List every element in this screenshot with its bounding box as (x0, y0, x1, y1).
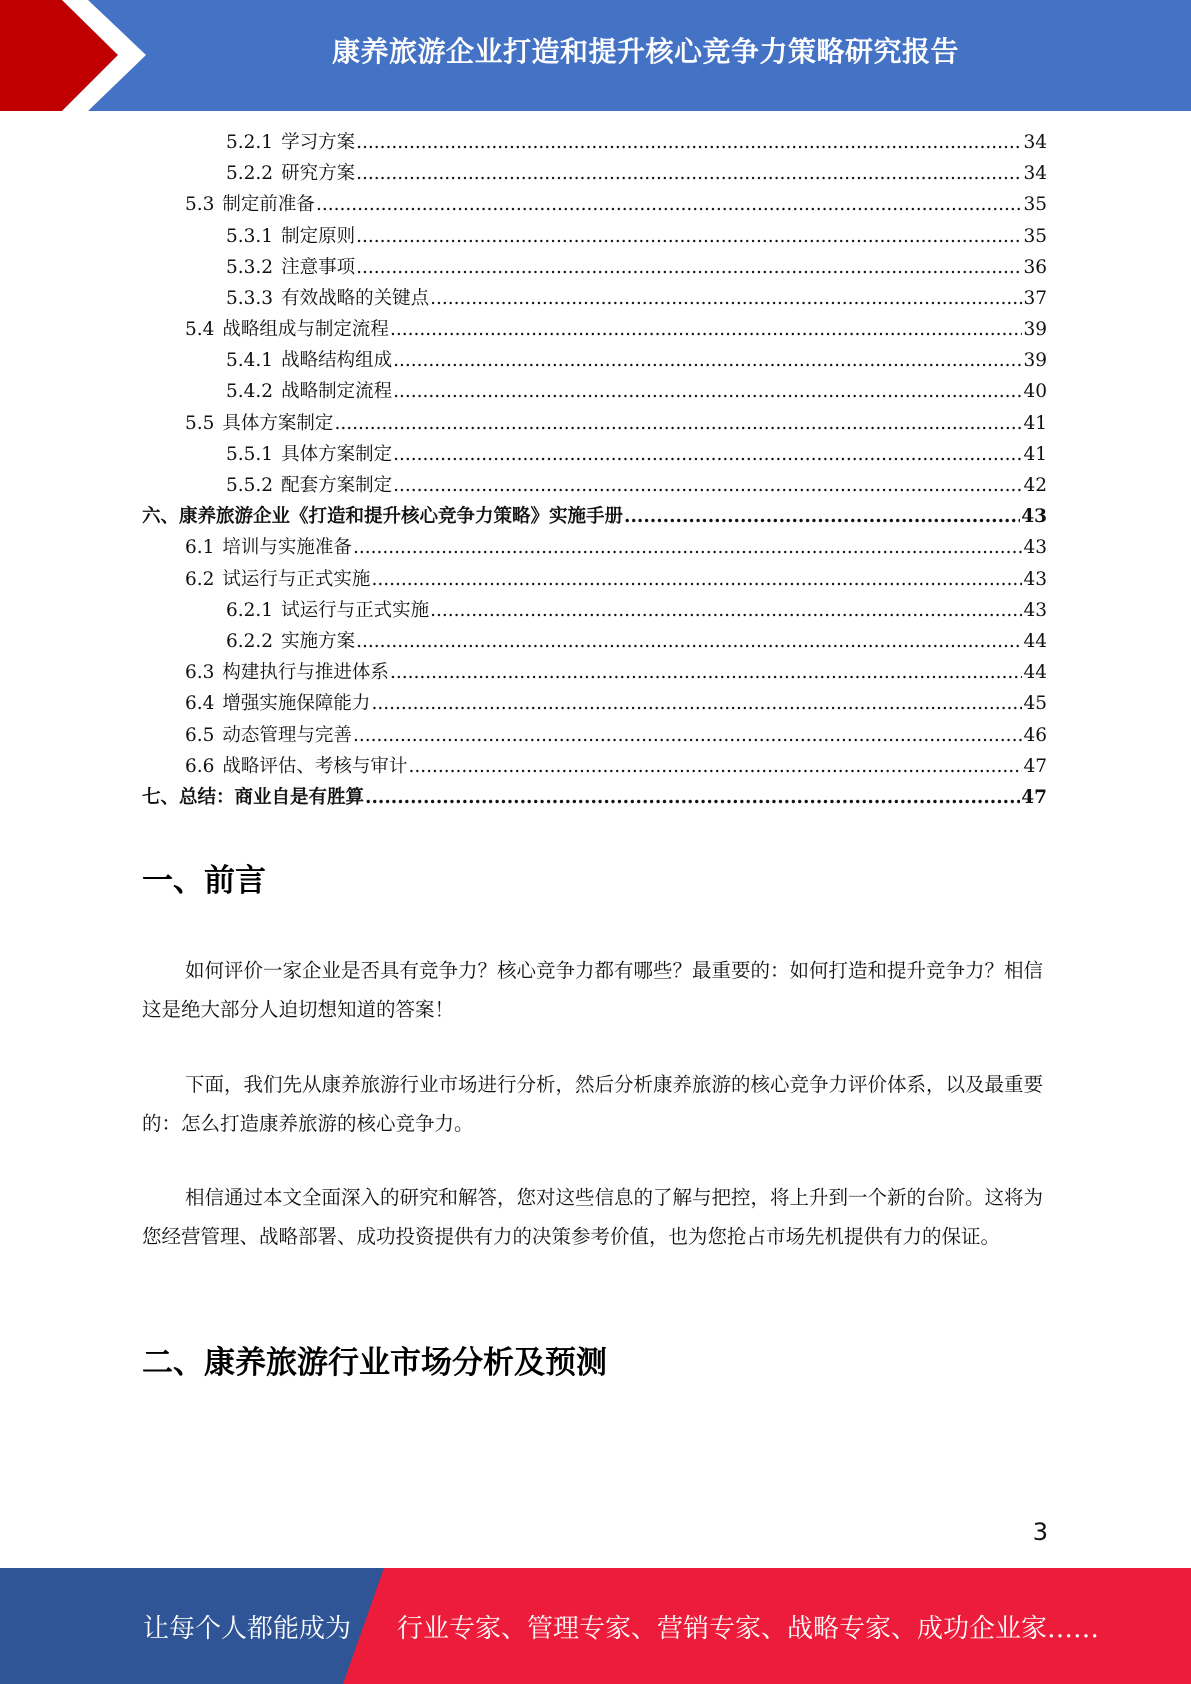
footer-slogan-left: 让每个人都能成为 (143, 1613, 352, 1644)
toc-dot-leader (371, 564, 1022, 595)
toc-entry-title: 战略制定流程 (281, 381, 393, 403)
toc-entry-title: 试运行与正式实施 (281, 599, 430, 621)
paragraph: 如何评价一家企业是否具有竞争力？核心竞争力都有哪些？最重要的：如何打造和提升竞争力？相信这是绝大部分人迫切想知道的答案！ (142, 959, 1044, 1021)
toc-entry[interactable] (142, 377, 1047, 408)
toc-entry-title: 增强实施保障能力 (222, 693, 371, 715)
toc-entry[interactable] (142, 501, 1047, 532)
toc-dot-leader (353, 720, 1023, 751)
toc-entry-page: 37 (1023, 287, 1047, 309)
toc-entry-number: 5.4.1 (226, 350, 274, 372)
toc-entry[interactable] (142, 657, 1047, 688)
toc-entry[interactable] (142, 408, 1047, 439)
toc-entry[interactable] (142, 626, 1047, 657)
paragraph: 相信通过本文全面深入的研究和解答，您对这些信息的了解与把控，将上升到一个新的台阶。这将为您经营管理、战略部署、成功投资提供有力的决策参考价值，也为您抢占市场先机提供有力的保证。 (142, 1186, 1044, 1248)
footer-slogan-right: 行业专家、管理专家、营销专家、战略专家、成功企业家…… (397, 1613, 1100, 1644)
toc-dot-leader (365, 782, 1020, 813)
toc-entry[interactable] (142, 127, 1047, 158)
toc-entry-page: 39 (1023, 319, 1047, 341)
section-heading-preface: 一、前言 (142, 863, 266, 899)
section-heading-market-analysis: 二、康养旅游行业市场分析及预测 (142, 1345, 607, 1381)
toc-entry-title: 七、总结：商业自是有胜算 (142, 786, 365, 808)
toc-entry-number: 6.6 (185, 755, 215, 777)
page-header (0, 0, 1191, 111)
toc-entry-title: 动态管理与完善 (222, 724, 352, 746)
toc-entry[interactable] (142, 720, 1047, 751)
toc-entry-page: 41 (1023, 412, 1047, 434)
toc-entry-page: 46 (1023, 724, 1047, 746)
header-title: 康养旅游企业打造和提升核心竞争力策略研究报告 (331, 35, 959, 68)
toc-entry-title: 实施方案 (281, 630, 356, 652)
toc-entry-title: 试运行与正式实施 (222, 568, 371, 590)
toc-entry[interactable] (142, 252, 1047, 283)
toc-entry-number: 5.5 (185, 412, 215, 434)
toc-dot-leader (356, 252, 1022, 283)
toc-entry-title: 制定原则 (281, 225, 356, 247)
toc-entry-number: 5.3.1 (226, 225, 274, 247)
toc-entry-number: 6.2 (185, 568, 215, 590)
toc-entry-page: 41 (1023, 443, 1047, 465)
toc-dot-leader (334, 408, 1022, 439)
toc-entry-page: 42 (1023, 475, 1047, 497)
toc-entry-number: 6.2.2 (226, 630, 274, 652)
page-footer (0, 1568, 1191, 1684)
toc-dot-leader (393, 345, 1022, 376)
toc-entry-title: 战略结构组成 (281, 350, 393, 372)
toc-entry-number: 6.3 (185, 662, 215, 684)
toc-entry-title: 构建执行与推进体系 (222, 662, 389, 684)
paragraph: 下面，我们先从康养旅游行业市场进行分析，然后分析康养旅游的核心竞争力评价体系，以及最重要的：怎么打造康养旅游的核心竞争力。 (142, 1073, 1044, 1135)
toc-entry[interactable] (142, 158, 1047, 189)
toc-entry[interactable] (142, 439, 1047, 470)
toc-entry-page: 47 (1023, 755, 1047, 777)
toc-entry-title: 具体方案制定 (222, 412, 334, 434)
toc-entry-title: 六、康养旅游企业《打造和提升核心竞争力策略》实施手册 (142, 506, 624, 528)
toc-entry-page: 43 (1021, 506, 1047, 528)
toc-dot-leader (353, 532, 1023, 563)
toc-entry[interactable] (142, 470, 1047, 501)
toc-entry[interactable] (142, 345, 1047, 376)
toc-entry-title: 注意事项 (281, 256, 356, 278)
toc-entry-number: 5.2.1 (226, 131, 274, 153)
toc-dot-leader (356, 221, 1022, 252)
toc-entry-page: 44 (1023, 630, 1047, 652)
toc-entry-number: 5.3.3 (226, 287, 274, 309)
toc-entry-page: 34 (1023, 163, 1047, 185)
toc-entry[interactable] (142, 782, 1047, 813)
toc-entry[interactable] (142, 595, 1047, 626)
toc-dot-leader (356, 127, 1022, 158)
toc-entry-number: 5.3 (185, 194, 215, 216)
header-arrow-decoration (0, 0, 160, 111)
toc-entry-number: 5.4 (185, 319, 215, 341)
toc-entry-number: 5.5.2 (226, 475, 274, 497)
toc-dot-leader (393, 470, 1022, 501)
toc-entry[interactable] (142, 751, 1047, 782)
toc-entry-page: 45 (1023, 693, 1047, 715)
toc-dot-leader (430, 595, 1022, 626)
toc-entry[interactable] (142, 283, 1047, 314)
toc-dot-leader (624, 501, 1020, 532)
toc-entry-title: 具体方案制定 (281, 443, 393, 465)
toc-entry-page: 44 (1023, 662, 1047, 684)
page-number: 3 (1032, 1518, 1048, 1546)
toc-entry[interactable] (142, 314, 1047, 345)
toc-entry-title: 制定前准备 (222, 194, 315, 216)
toc-dot-leader (356, 626, 1022, 657)
toc-entry-page: 47 (1021, 786, 1047, 808)
toc-entry-number: 5.4.2 (226, 381, 274, 403)
toc-entry-page: 34 (1023, 131, 1047, 153)
toc-dot-leader (393, 376, 1022, 407)
toc-entry-title: 研究方案 (281, 163, 356, 185)
toc-entry[interactable] (142, 564, 1047, 595)
toc-entry-page: 43 (1023, 568, 1047, 590)
toc-entry-number: 5.2.2 (226, 163, 274, 185)
toc-entry-number: 6.4 (185, 693, 215, 715)
toc-dot-leader (430, 283, 1022, 314)
toc-entry-page: 35 (1023, 194, 1047, 216)
toc-entry-title: 配套方案制定 (281, 475, 393, 497)
toc-entry-title: 有效战略的关键点 (281, 287, 430, 309)
toc-entry[interactable] (142, 189, 1047, 220)
toc-entry-number: 6.5 (185, 724, 215, 746)
toc-entry-page: 43 (1023, 599, 1047, 621)
toc-entry-number: 5.3.2 (226, 256, 274, 278)
table-of-contents (142, 127, 1047, 813)
toc-dot-leader (390, 657, 1023, 688)
toc-entry[interactable] (142, 221, 1047, 252)
toc-entry-page: 40 (1023, 381, 1047, 403)
toc-entry-title: 战略组成与制定流程 (222, 319, 389, 341)
toc-entry-title: 学习方案 (281, 131, 356, 153)
toc-entry[interactable] (142, 688, 1047, 719)
toc-entry-title: 培训与实施准备 (222, 537, 352, 559)
toc-entry-number: 6.1 (185, 537, 215, 559)
toc-entry-page: 43 (1023, 537, 1047, 559)
toc-entry-page: 35 (1023, 225, 1047, 247)
toc-entry[interactable] (142, 532, 1047, 563)
toc-entry-page: 39 (1023, 350, 1047, 372)
toc-dot-leader (390, 314, 1023, 345)
toc-dot-leader (371, 688, 1022, 719)
toc-entry-number: 5.5.1 (226, 443, 274, 465)
toc-entry-title: 战略评估、考核与审计 (222, 755, 408, 777)
toc-entry-page: 36 (1023, 256, 1047, 278)
toc-dot-leader (356, 158, 1022, 189)
toc-dot-leader (316, 189, 1023, 220)
toc-entry-number: 6.2.1 (226, 599, 274, 621)
toc-dot-leader (393, 439, 1022, 470)
toc-dot-leader (408, 751, 1022, 782)
